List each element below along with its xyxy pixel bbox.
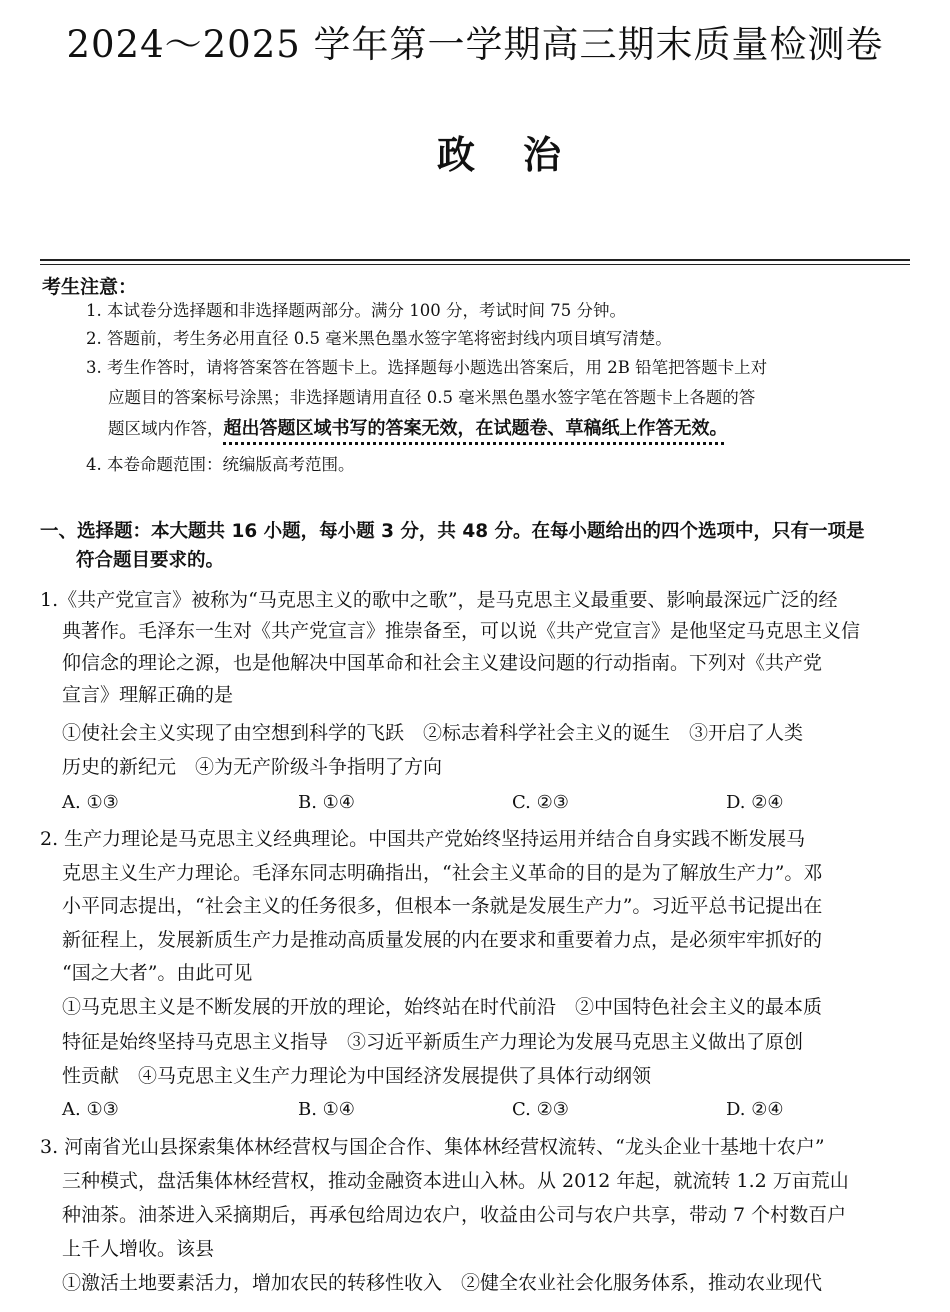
q1-option-b: B. ①④ <box>298 792 355 813</box>
notice-item-3-line-2: 应题目的答案标号涂黑；非选择题请用直径 0.5 毫米黑色墨水签字笔在答题卡上各题的答 <box>108 388 756 407</box>
q3-line-1: 3. 河南省光山县探索集体林经营权与国企合作、集体林经营权流转、“龙头企业十基地十农户” <box>40 1136 825 1158</box>
q1-line-3: 仰信念的理论之源，也是他解决中国革命和社会主义建设问题的行动指南。下列对《共产党 <box>62 652 823 674</box>
notice-title: 考生注意： <box>42 276 138 298</box>
q2-line-1: 2. 生产力理论是马克思主义经典理论。中国共产党始终坚持运用并结合自身实践不断发展马 <box>40 828 806 850</box>
q2-line-5: “国之大者”。由此可见 <box>62 962 253 984</box>
section-heading: 一、选择题：本大题共 16 小题，每小题 3 分，共 48 分。在每小题给出的四个选项中，只有一项是 <box>40 521 865 542</box>
divider-thick <box>40 259 910 261</box>
q3-line-2: 三种模式，盘活集体林经营权，推动金融资本进山入林。从 2012 年起，就流转 1.2 万亩荒山 <box>62 1170 849 1192</box>
q1-line-2: 典著作。毛泽东一生对《共产党宣言》推崇备至，可以说《共产党宣言》是他坚定马克思主义信 <box>62 620 861 642</box>
q1-line-5: ①使社会主义实现了由空想到科学的飞跃 ②标志着科学社会主义的诞生 ③开启了人类 <box>62 722 804 744</box>
q2-line-6: ①马克思主义是不断发展的开放的理论，始终站在时代前沿 ②中国特色社会主义的最本质 <box>62 996 823 1018</box>
notice-item-2: 2. 答题前，考生务必用直径 0.5 毫米黑色墨水签字笔将密封线内项目填写清楚。 <box>86 329 672 348</box>
q2-line-8: 性贡献 ④马克思主义生产力理论为中国经济发展提供了具体行动纲领 <box>62 1065 652 1087</box>
subject-title: 政治 <box>436 133 609 177</box>
q1-line-6: 历史的新纪元 ④为无产阶级斗争指明了方向 <box>62 756 443 778</box>
divider-thin <box>40 264 910 265</box>
notice-item-3-line-3 <box>108 416 912 442</box>
q2-line-3: 小平同志提出，“社会主义的任务很多，但根本一条就是发展生产力”。习近平总书记提出在 <box>62 895 823 917</box>
notice-item-1: 1. 本试卷分选择题和非选择题两部分。满分 100 分，考试时间 75 分钟。 <box>86 301 626 320</box>
q2-option-d: D. ②④ <box>726 1099 784 1120</box>
q2-line-7: 特征是始终坚持马克思主义指导 ③习近平新质生产力理论为发展马克思主义做出了原创 <box>62 1031 804 1053</box>
q1-line-4: 宣言》理解正确的是 <box>62 684 234 706</box>
q2-option-a: A. ①③ <box>62 1099 119 1120</box>
q1-option-c: C. ②③ <box>512 792 569 813</box>
q3-line-3: 种油茶。油茶进入采摘期后，再承包给周边农户，收益由公司与农户共享，带动 7 个村数百户 <box>62 1204 847 1226</box>
q3-line-4: 上千人增收。该县 <box>62 1238 215 1260</box>
notice-item-4: 4. 本卷命题范围：统编版高考范围。 <box>86 455 355 474</box>
q2-line-2: 克思主义生产力理论。毛泽东同志明确指出，“社会主义革命的目的是为了解放生产力”。邓 <box>62 862 823 884</box>
q3-line-5: ①激活土地要素活力，增加农民的转移性收入 ②健全农业社会化服务体系，推动农业现代 <box>62 1272 823 1294</box>
notice-item-3-prefix: 题区域内作答， <box>108 419 224 438</box>
exam-title: 2024～2025 学年第一学期高三期末质量检测卷 <box>66 23 884 66</box>
q1-line-1: 1.《共产党宣言》被称为“马克思主义的歌中之歌”，是马克思主义最重要、影响最深远广泛的经 <box>40 589 838 611</box>
q1-option-a: A. ①③ <box>62 792 119 813</box>
q2-option-c: C. ②③ <box>512 1099 569 1120</box>
q2-line-4: 新征程上，发展新质生产力是推动高质量发展的内在要求和重要着力点，是必须牢牢抓好的 <box>62 929 823 951</box>
notice-item-3-line-1: 3. 考生作答时，请将答案答在答题卡上。选择题每小题选出答案后，用 2B 铅笔把答题卡上对 <box>86 358 768 377</box>
q2-option-b: B. ①④ <box>298 1099 355 1120</box>
section-heading-cont: 符合题目要求的。 <box>76 550 225 571</box>
q1-option-d: D. ②④ <box>726 792 784 813</box>
notice-emphasis: 超出答题区域书写的答案无效，在试题卷、草稿纸上作答无效。 <box>223 418 728 439</box>
